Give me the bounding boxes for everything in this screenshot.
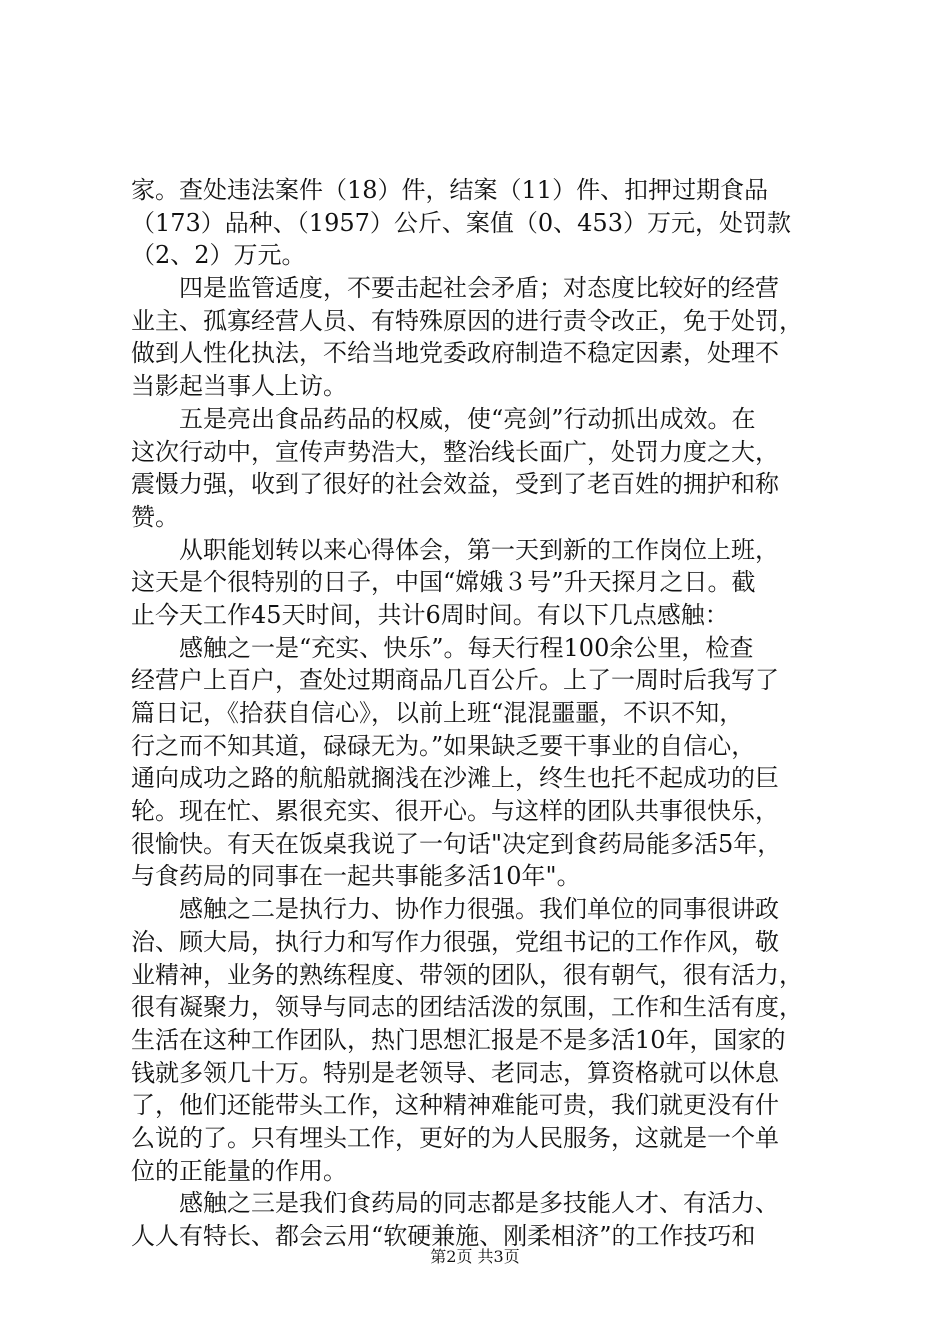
text-line: 震慑力强，收到了很好的社会效益，受到了老百姓的拥护和称: [131, 470, 779, 499]
text-line: 人人有特长、都会云用“软硬兼施、刚柔相济”的工作技巧和: [131, 1222, 756, 1250]
text-line: 了，他们还能带头工作，这种精神难能可贵，我们就更没有什: [131, 1091, 779, 1120]
page-footer: 第2页 共3页: [430, 1247, 520, 1266]
document-body: [131, 174, 831, 1253]
text-line: 治、顾大局，执行力和写作力很强，党组书记的工作作风，敬: [131, 927, 779, 956]
text-line: 与食药局的同事在一起共事能多活10年"。: [131, 862, 581, 891]
text-line: 很有凝聚力，领导与同志的团结活泼的氛围，工作和生活有度，: [131, 993, 803, 1022]
text-line: 当影起当事人上访。: [131, 372, 347, 401]
text-line: 篇日记，《拾获自信心》，以前上班“混混噩噩，不识不知，: [131, 699, 744, 727]
text-line: 这次行动中，宣传声势浩大，整治线长面广，处罚力度之大，: [131, 437, 779, 466]
text-line: 通向成功之路的航船就搁浅在沙滩上，终生也托不起成功的巨: [131, 764, 779, 793]
text-line: 做到人性化执法，不给当地党委政府制造不稳定因素，处理不: [131, 339, 779, 368]
paragraph-first-line: 感触之一是“充实、快乐”。每天行程100余公里，检查: [179, 633, 754, 662]
text-line: 赞。: [131, 502, 179, 531]
paragraph-first-line: 从职能划转以来心得体会，第一天到新的工作岗位上班，: [179, 535, 779, 564]
text-line: 止今天工作45天时间，共计6周时间。有以下几点感触：: [131, 600, 729, 629]
paragraph-first-line: 四是监管适度，不要击起社会矛盾；对态度比较好的经营: [179, 274, 779, 303]
text-line: 生活在这种工作团队，热门思想汇报是不是多活10年，国家的: [131, 1025, 786, 1054]
text-line: 家。查处违法案件（18）件，结案（11）件、扣押过期食品: [131, 176, 769, 204]
text-line: 业主、孤寡经营人员、有特殊原因的进行责令改正，免于处罚，: [131, 306, 803, 335]
text-line: 钱就多领几十万。特别是老领导、老同志，算资格就可以休息: [131, 1058, 779, 1087]
text-line: 么说的了。只有埋头工作，更好的为人民服务，这就是一个单: [131, 1123, 779, 1152]
text-line: 很愉快。有天在饭桌我说了一句话"决定到食药局能多活5年，: [131, 829, 782, 858]
paragraph-first-line: 感触之三是我们食药局的同志都是多技能人才、有活力、: [179, 1189, 779, 1218]
text-line: 位的正能量的作用。: [131, 1156, 347, 1185]
text-line: （173）品种、（1957）公斤、案值（0、453）万元，处罚款: [131, 208, 791, 237]
text-line: 经营户上百户，查处过期商品几百公斤。上了一周时后我写了: [131, 666, 779, 695]
text-line: 轮。现在忙、累很充实、很开心。与这样的团队共事很快乐，: [131, 797, 779, 826]
paragraph-first-line: 五是亮出食品药品的权威，使“亮剑”行动抓出成效。在: [179, 404, 756, 433]
paragraph-first-line: 感触之二是执行力、协作力很强。我们单位的同事很讲政: [179, 895, 779, 924]
text-line: （2、2）万元。: [131, 241, 306, 270]
text-line: 业精神，业务的熟练程度、带领的团队，很有朝气，很有活力，: [131, 960, 803, 989]
text-line: 行之而不知其道，碌碌无为。”如果缺乏要干事业的自信心，: [131, 731, 756, 760]
text-line: 这天是个很特别的日子，中国“嫦娥３号”升天探月之日。截: [131, 568, 756, 597]
